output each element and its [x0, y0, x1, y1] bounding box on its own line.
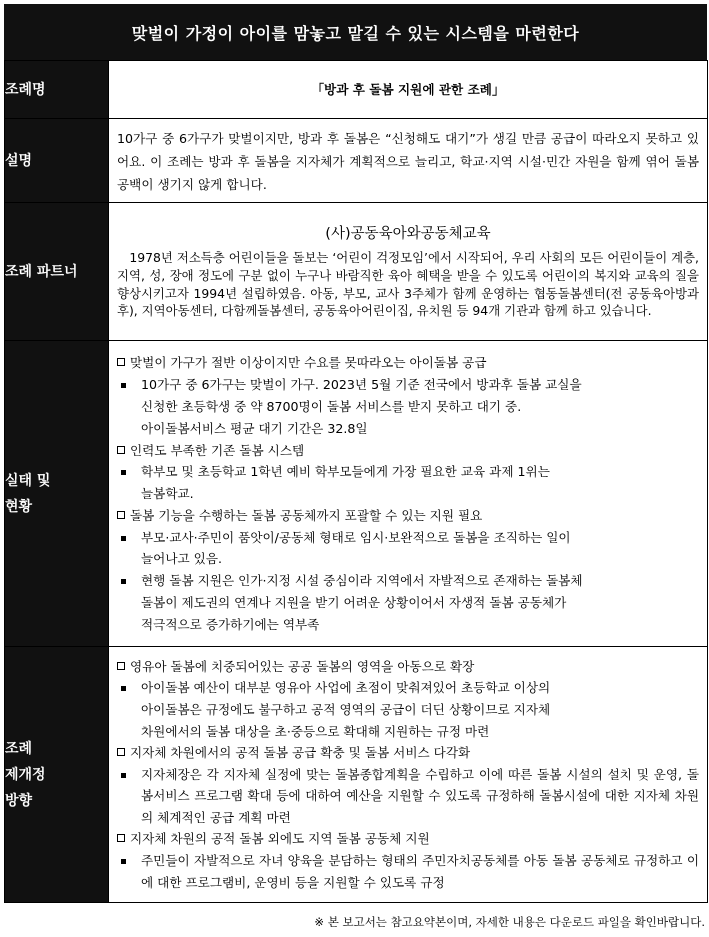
- status-section-3: [117, 505, 699, 527]
- bullet-icon: [121, 383, 126, 388]
- status-bullet-2: [117, 461, 699, 483]
- bullet-icon: [121, 536, 126, 541]
- status-section-3-text: 돌봄 기능을 수행하는 돌봄 공동체까지 포괄할 수 있는 지원 필요: [130, 507, 483, 523]
- row-ordinance-name: [5, 61, 708, 119]
- direction-bullet-1: [117, 677, 699, 699]
- description-text: 10가구 중 6가구가 맞벌이지만, 방과 후 돌봄은 “신청해도 대기”가 생길 만큼 공급이 따라오지 못하고 있어요. 이 조례는 방과 후 돌봄을 지자체가 계획적으로 늘리고, 학교·지역 시설·민간 자원을 함께 엮어 돌봄 공백이 생기지 않게 합니다.: [117, 130, 699, 192]
- status-bullet-3-line1: 부모·교사·주민이 품앗이/공동체 형태로 임시·보완적으로 돌봄을 조직하는 일이: [141, 529, 571, 545]
- label-partner: 조례 파트너: [5, 203, 109, 341]
- direction-bullet-3-text: 주민들이 자발적으로 자녀 양육을 분담하는 형태의 주민자치공동체를 아동 돌봄 공동체로 규정하고 이에 대한 프로그램비, 운영비 등을 지원할 수 있도록 규정: [141, 853, 699, 890]
- bullet-icon: [121, 470, 126, 475]
- direction-section-3-text: 지자체 차원의 공적 돌봄 외에도 지역 돌봄 공동체 지원: [130, 831, 430, 847]
- direction-section-2: [117, 742, 699, 764]
- status-bullet-3-line2: 늘어나고 있음.: [141, 551, 222, 567]
- partner-org-name: (사)공동육아와공동체교육: [325, 226, 491, 243]
- label-direction-line1: 조례: [5, 740, 33, 757]
- status-bullet-4: [117, 570, 699, 592]
- label-direction-line2: 제개정: [5, 766, 46, 783]
- checkbox-square-icon: [117, 748, 125, 756]
- checkbox-square-icon: [117, 662, 125, 670]
- direction-section-3: [117, 828, 699, 850]
- status-bullet-1-line2: 신청한 초등학생 중 약 8700명이 돌봄 서비스를 받지 못하고 대기 중.: [141, 398, 522, 414]
- label-ordinance-name: 조례명: [5, 61, 109, 119]
- bullet-icon: [121, 579, 126, 584]
- direction-bullet-3: [117, 850, 699, 893]
- status-bullet-4-line2: 돌봄이 제도권의 연계나 지원을 받기 어려운 상황이어서 자생적 돌봄 공동체가: [141, 595, 567, 611]
- label-status: [5, 341, 109, 647]
- bullet-icon: [121, 686, 126, 691]
- label-direction-line3: 방향: [5, 792, 33, 809]
- direction-section-2-text: 지자체 차원에서의 공적 돌봄 공급 확충 및 돌봄 서비스 다각화: [130, 745, 471, 761]
- ordinance-name: 「방과 후 돌봄 지원에 관한 조례」: [109, 61, 708, 119]
- row-partner: [5, 203, 708, 341]
- direction-bullet-1-line3: 차원에서의 돌봄 대상을 초·중등으로 확대해 지원하는 규정 마련: [141, 723, 490, 739]
- label-description: 설명: [5, 119, 109, 203]
- status-bullet-4-line3: 적극적으로 증가하기에는 역부족: [141, 616, 320, 632]
- label-status-line2: 현황: [5, 498, 33, 515]
- status-bullet-3: [117, 527, 699, 549]
- bullet-icon: [121, 859, 126, 864]
- partner-description: 1978년 저소득층 어린이들을 돌보는 ‘어린이 걱정모임’에서 시작되어, 우리 사회의 모든 어린이들이 계층, 지역, 성, 장애 정도에 구분 없이 누구나 바람직한 육아 혜택을 받을 수 있도록 어린이의 복지와 교육의 질을 향상시키고자 1994년 설립하였음. 아동, 부모, 교사 3주체가 함께 운영하는 협동돌봄센터(전 공동육아방과후), 지역아동센터, 다함께돌봄센터, 공동육아어린이집, 유치원 등 94개 기관과 함께 하고 있습니다.: [117, 250, 699, 319]
- status-section-1-text: 맞벌이 가구가 절반 이상이지만 수요를 못따라오는 아이돌봄 공급: [130, 355, 487, 371]
- status-bullet-1-line1: 10가구 중 6가구는 맞벌이 가구. 2023년 5월 기준 전국에서 방과후 돌봄 교실을: [141, 377, 582, 393]
- banner-title: 맞벌이 가정이 아이를 맘놓고 맡길 수 있는 시스템을 마련한다: [4, 4, 707, 60]
- checkbox-square-icon: [117, 834, 125, 842]
- checkbox-square-icon: [117, 358, 125, 366]
- bullet-icon: [121, 773, 126, 778]
- status-bullet-2-line2: 늘봄학교.: [141, 486, 194, 502]
- direction-section-1: [117, 656, 699, 678]
- label-direction: [5, 647, 109, 903]
- status-section-1: [117, 352, 699, 374]
- row-description: [5, 119, 708, 203]
- summary-sheet: [4, 4, 707, 903]
- direction-section-1-text: 영유아 돌봄에 치중되어있는 공공 돌봄의 영역을 아동으로 확장: [130, 658, 475, 674]
- status-bullet-1: [117, 374, 699, 396]
- ordinance-table: [4, 60, 708, 903]
- direction-bullet-1-line1: 아이돌봄 예산이 대부분 영유아 사업에 초점이 맞춰져있어 초등학교 이상의: [141, 680, 551, 696]
- checkbox-square-icon: [117, 511, 125, 519]
- checkbox-square-icon: [117, 446, 125, 454]
- label-status-line1: 실태 및: [5, 472, 51, 489]
- status-bullet-2-line1: 학부모 및 초등학교 1학년 예비 학부모들에게 가장 필요한 교육 과제 1위는: [141, 464, 550, 480]
- row-status: [5, 341, 708, 647]
- row-direction: [5, 647, 708, 903]
- status-bullet-4-line1: 현행 돌봄 지원은 인가·지정 시설 중심이라 지역에서 자발적으로 존재하는 돌봄체: [141, 573, 583, 589]
- direction-bullet-2-text: 지자체장은 각 지자체 실정에 맞는 돌봄종합계획을 수립하고 이에 따른 돌봄 시설의 설치 및 운영, 돌봄서비스 프로그램 확대 등에 대하여 예산을 지원할 수 있도록 규정하해 돌봄시설에 대한 지자체 차원의 체계적인 공급 계획 마련: [141, 766, 699, 825]
- direction-bullet-2: [117, 764, 699, 829]
- footnote: ※ 본 보고서는 참고요약본이며, 자세한 내용은 다운로드 파일을 확인바랍니다.: [314, 915, 705, 929]
- status-section-2: [117, 440, 699, 462]
- status-section-2-text: 인력도 부족한 기존 돌봄 시스템: [130, 442, 305, 458]
- status-bullet-1-line3: 아이돌봄서비스 평균 대기 기간은 32.8일: [141, 420, 368, 436]
- direction-bullet-1-line2: 아이돌봄은 규정에도 불구하고 공적 영역의 공급이 더딘 상황이므로 지자체: [141, 701, 551, 717]
